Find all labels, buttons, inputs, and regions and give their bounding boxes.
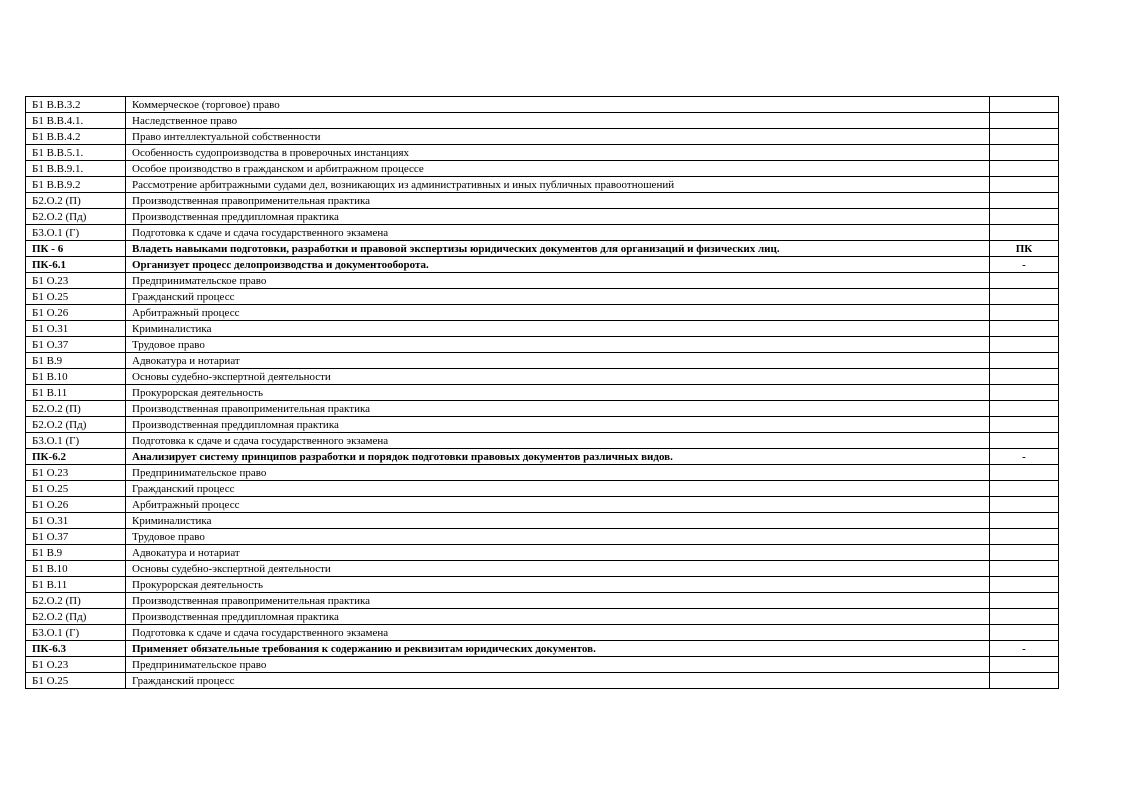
discipline-row bbox=[26, 609, 1059, 625]
discipline-row bbox=[26, 561, 1059, 577]
row-mark-cell bbox=[990, 417, 1059, 433]
row-title-cell: Адвокатура и нотариат bbox=[126, 545, 990, 561]
row-code-cell: Б3.О.1 (Г) bbox=[26, 433, 126, 449]
row-code-cell: Б1 В.9 bbox=[26, 545, 126, 561]
discipline-row bbox=[26, 497, 1059, 513]
row-code-cell: Б1 О.26 bbox=[26, 305, 126, 321]
row-title-cell: Подготовка к сдаче и сдача государственного экзамена bbox=[126, 433, 990, 449]
discipline-row bbox=[26, 129, 1059, 145]
row-mark-cell bbox=[990, 113, 1059, 129]
row-mark-cell bbox=[990, 385, 1059, 401]
row-mark-cell: ПК bbox=[990, 241, 1059, 257]
row-code-cell: Б1 В.11 bbox=[26, 385, 126, 401]
row-code-cell: Б1 О.23 bbox=[26, 465, 126, 481]
row-mark-cell bbox=[990, 497, 1059, 513]
row-mark-cell bbox=[990, 369, 1059, 385]
row-title-cell: Особое производство в гражданском и арбитражном процессе bbox=[126, 161, 990, 177]
row-title-cell: Производственная правоприменительная практика bbox=[126, 193, 990, 209]
discipline-row bbox=[26, 321, 1059, 337]
row-title-cell: Производственная правоприменительная практика bbox=[126, 593, 990, 609]
row-code-cell: ПК-6.2 bbox=[26, 449, 126, 465]
row-mark-cell: - bbox=[990, 641, 1059, 657]
row-title-cell: Трудовое право bbox=[126, 337, 990, 353]
row-title-cell: Подготовка к сдаче и сдача государственного экзамена bbox=[126, 625, 990, 641]
row-mark-cell bbox=[990, 353, 1059, 369]
discipline-row bbox=[26, 353, 1059, 369]
row-title-cell: Прокурорская деятельность bbox=[126, 577, 990, 593]
row-code-cell: Б1 О.31 bbox=[26, 513, 126, 529]
row-code-cell: Б1 О.25 bbox=[26, 481, 126, 497]
discipline-row bbox=[26, 481, 1059, 497]
row-title-cell: Производственная правоприменительная практика bbox=[126, 401, 990, 417]
row-mark-cell bbox=[990, 289, 1059, 305]
row-mark-cell bbox=[990, 209, 1059, 225]
row-mark-cell bbox=[990, 545, 1059, 561]
row-mark-cell bbox=[990, 593, 1059, 609]
row-mark-cell bbox=[990, 161, 1059, 177]
row-mark-cell bbox=[990, 625, 1059, 641]
document-page bbox=[25, 96, 1058, 689]
row-code-cell: Б1 В.В.4.1. bbox=[26, 113, 126, 129]
discipline-row bbox=[26, 193, 1059, 209]
row-title-cell: Анализирует систему принципов разработки и порядок подготовки правовых документов различных видов. bbox=[126, 449, 990, 465]
row-mark-cell bbox=[990, 177, 1059, 193]
row-mark-cell bbox=[990, 129, 1059, 145]
discipline-row bbox=[26, 145, 1059, 161]
row-code-cell: ПК-6.3 bbox=[26, 641, 126, 657]
row-title-cell: Применяет обязательные требования к содержанию и реквизитам юридических документов. bbox=[126, 641, 990, 657]
row-title-cell: Предпринимательское право bbox=[126, 273, 990, 289]
row-code-cell: Б2.О.2 (Пд) bbox=[26, 209, 126, 225]
row-mark-cell bbox=[990, 529, 1059, 545]
row-title-cell: Криминалистика bbox=[126, 513, 990, 529]
row-title-cell: Организует процесс делопроизводства и документооборота. bbox=[126, 257, 990, 273]
discipline-row bbox=[26, 593, 1059, 609]
row-title-cell: Криминалистика bbox=[126, 321, 990, 337]
competency-row bbox=[26, 449, 1059, 465]
discipline-row bbox=[26, 433, 1059, 449]
row-mark-cell bbox=[990, 97, 1059, 113]
row-title-cell: Трудовое право bbox=[126, 529, 990, 545]
row-mark-cell bbox=[990, 673, 1059, 689]
row-title-cell: Гражданский процесс bbox=[126, 481, 990, 497]
row-title-cell: Производственная преддипломная практика bbox=[126, 417, 990, 433]
row-mark-cell bbox=[990, 401, 1059, 417]
competency-row bbox=[26, 257, 1059, 273]
row-code-cell: Б1 О.23 bbox=[26, 273, 126, 289]
discipline-row bbox=[26, 161, 1059, 177]
row-title-cell: Адвокатура и нотариат bbox=[126, 353, 990, 369]
row-mark-cell: - bbox=[990, 449, 1059, 465]
row-title-cell: Гражданский процесс bbox=[126, 673, 990, 689]
row-mark-cell bbox=[990, 225, 1059, 241]
row-mark-cell bbox=[990, 609, 1059, 625]
row-mark-cell bbox=[990, 657, 1059, 673]
row-mark-cell bbox=[990, 145, 1059, 161]
discipline-row bbox=[26, 273, 1059, 289]
row-code-cell: Б3.О.1 (Г) bbox=[26, 225, 126, 241]
discipline-row bbox=[26, 513, 1059, 529]
row-code-cell: Б2.О.2 (П) bbox=[26, 593, 126, 609]
competency-row bbox=[26, 641, 1059, 657]
row-code-cell: Б1 О.37 bbox=[26, 529, 126, 545]
row-code-cell: Б1 О.31 bbox=[26, 321, 126, 337]
row-mark-cell: - bbox=[990, 257, 1059, 273]
row-mark-cell bbox=[990, 577, 1059, 593]
discipline-row bbox=[26, 97, 1059, 113]
row-code-cell: ПК-6.1 bbox=[26, 257, 126, 273]
row-mark-cell bbox=[990, 193, 1059, 209]
competency-row bbox=[26, 241, 1059, 257]
row-code-cell: Б2.О.2 (П) bbox=[26, 401, 126, 417]
row-code-cell: Б1 В.9 bbox=[26, 353, 126, 369]
row-title-cell: Основы судебно-экспертной деятельности bbox=[126, 369, 990, 385]
discipline-row bbox=[26, 417, 1059, 433]
row-code-cell: Б1 О.23 bbox=[26, 657, 126, 673]
row-mark-cell bbox=[990, 305, 1059, 321]
row-code-cell: Б1 О.26 bbox=[26, 497, 126, 513]
discipline-row bbox=[26, 177, 1059, 193]
discipline-row bbox=[26, 385, 1059, 401]
discipline-row bbox=[26, 225, 1059, 241]
row-code-cell: Б2.О.2 (Пд) bbox=[26, 609, 126, 625]
row-title-cell: Коммерческое (торговое) право bbox=[126, 97, 990, 113]
row-code-cell: Б1 В.11 bbox=[26, 577, 126, 593]
row-title-cell: Арбитражный процесс bbox=[126, 305, 990, 321]
row-title-cell: Основы судебно-экспертной деятельности bbox=[126, 561, 990, 577]
competency-table bbox=[25, 96, 1059, 689]
row-mark-cell bbox=[990, 433, 1059, 449]
discipline-row bbox=[26, 113, 1059, 129]
row-title-cell: Гражданский процесс bbox=[126, 289, 990, 305]
row-code-cell: Б1 В.В.9.1. bbox=[26, 161, 126, 177]
row-mark-cell bbox=[990, 321, 1059, 337]
row-title-cell: Владеть навыками подготовки, разработки и правовой экспертизы юридических документов для организаций и физических лиц. bbox=[126, 241, 990, 257]
row-code-cell: Б1 О.25 bbox=[26, 673, 126, 689]
discipline-row bbox=[26, 529, 1059, 545]
row-title-cell: Предпринимательское право bbox=[126, 465, 990, 481]
discipline-row bbox=[26, 625, 1059, 641]
discipline-row bbox=[26, 545, 1059, 561]
row-mark-cell bbox=[990, 481, 1059, 497]
row-title-cell: Прокурорская деятельность bbox=[126, 385, 990, 401]
discipline-row bbox=[26, 577, 1059, 593]
discipline-row bbox=[26, 673, 1059, 689]
row-title-cell: Производственная преддипломная практика bbox=[126, 209, 990, 225]
row-title-cell: Подготовка к сдаче и сдача государственного экзамена bbox=[126, 225, 990, 241]
row-code-cell: Б1 О.37 bbox=[26, 337, 126, 353]
discipline-row bbox=[26, 401, 1059, 417]
row-title-cell: Производственная преддипломная практика bbox=[126, 609, 990, 625]
row-mark-cell bbox=[990, 273, 1059, 289]
discipline-row bbox=[26, 369, 1059, 385]
row-mark-cell bbox=[990, 337, 1059, 353]
row-mark-cell bbox=[990, 465, 1059, 481]
discipline-row bbox=[26, 209, 1059, 225]
row-code-cell: Б1 В.В.3.2 bbox=[26, 97, 126, 113]
row-mark-cell bbox=[990, 561, 1059, 577]
row-code-cell: Б1 В.10 bbox=[26, 561, 126, 577]
discipline-row bbox=[26, 465, 1059, 481]
row-code-cell: Б1 В.В.4.2 bbox=[26, 129, 126, 145]
row-code-cell: Б2.О.2 (П) bbox=[26, 193, 126, 209]
row-code-cell: Б1 О.25 bbox=[26, 289, 126, 305]
row-code-cell: ПК - 6 bbox=[26, 241, 126, 257]
row-code-cell: Б1 В.В.5.1. bbox=[26, 145, 126, 161]
row-title-cell: Наследственное право bbox=[126, 113, 990, 129]
discipline-row bbox=[26, 337, 1059, 353]
row-code-cell: Б1 В.В.9.2 bbox=[26, 177, 126, 193]
discipline-row bbox=[26, 289, 1059, 305]
row-title-cell: Предпринимательское право bbox=[126, 657, 990, 673]
row-title-cell: Право интеллектуальной собственности bbox=[126, 129, 990, 145]
discipline-row bbox=[26, 305, 1059, 321]
row-title-cell: Арбитражный процесс bbox=[126, 497, 990, 513]
row-title-cell: Рассмотрение арбитражными судами дел, возникающих из административных и иных публичных правоотношений bbox=[126, 177, 990, 193]
row-code-cell: Б3.О.1 (Г) bbox=[26, 625, 126, 641]
row-title-cell: Особенность судопроизводства в проверочных инстанциях bbox=[126, 145, 990, 161]
row-code-cell: Б1 В.10 bbox=[26, 369, 126, 385]
competency-table-body bbox=[26, 97, 1059, 689]
row-code-cell: Б2.О.2 (Пд) bbox=[26, 417, 126, 433]
row-mark-cell bbox=[990, 513, 1059, 529]
discipline-row bbox=[26, 657, 1059, 673]
